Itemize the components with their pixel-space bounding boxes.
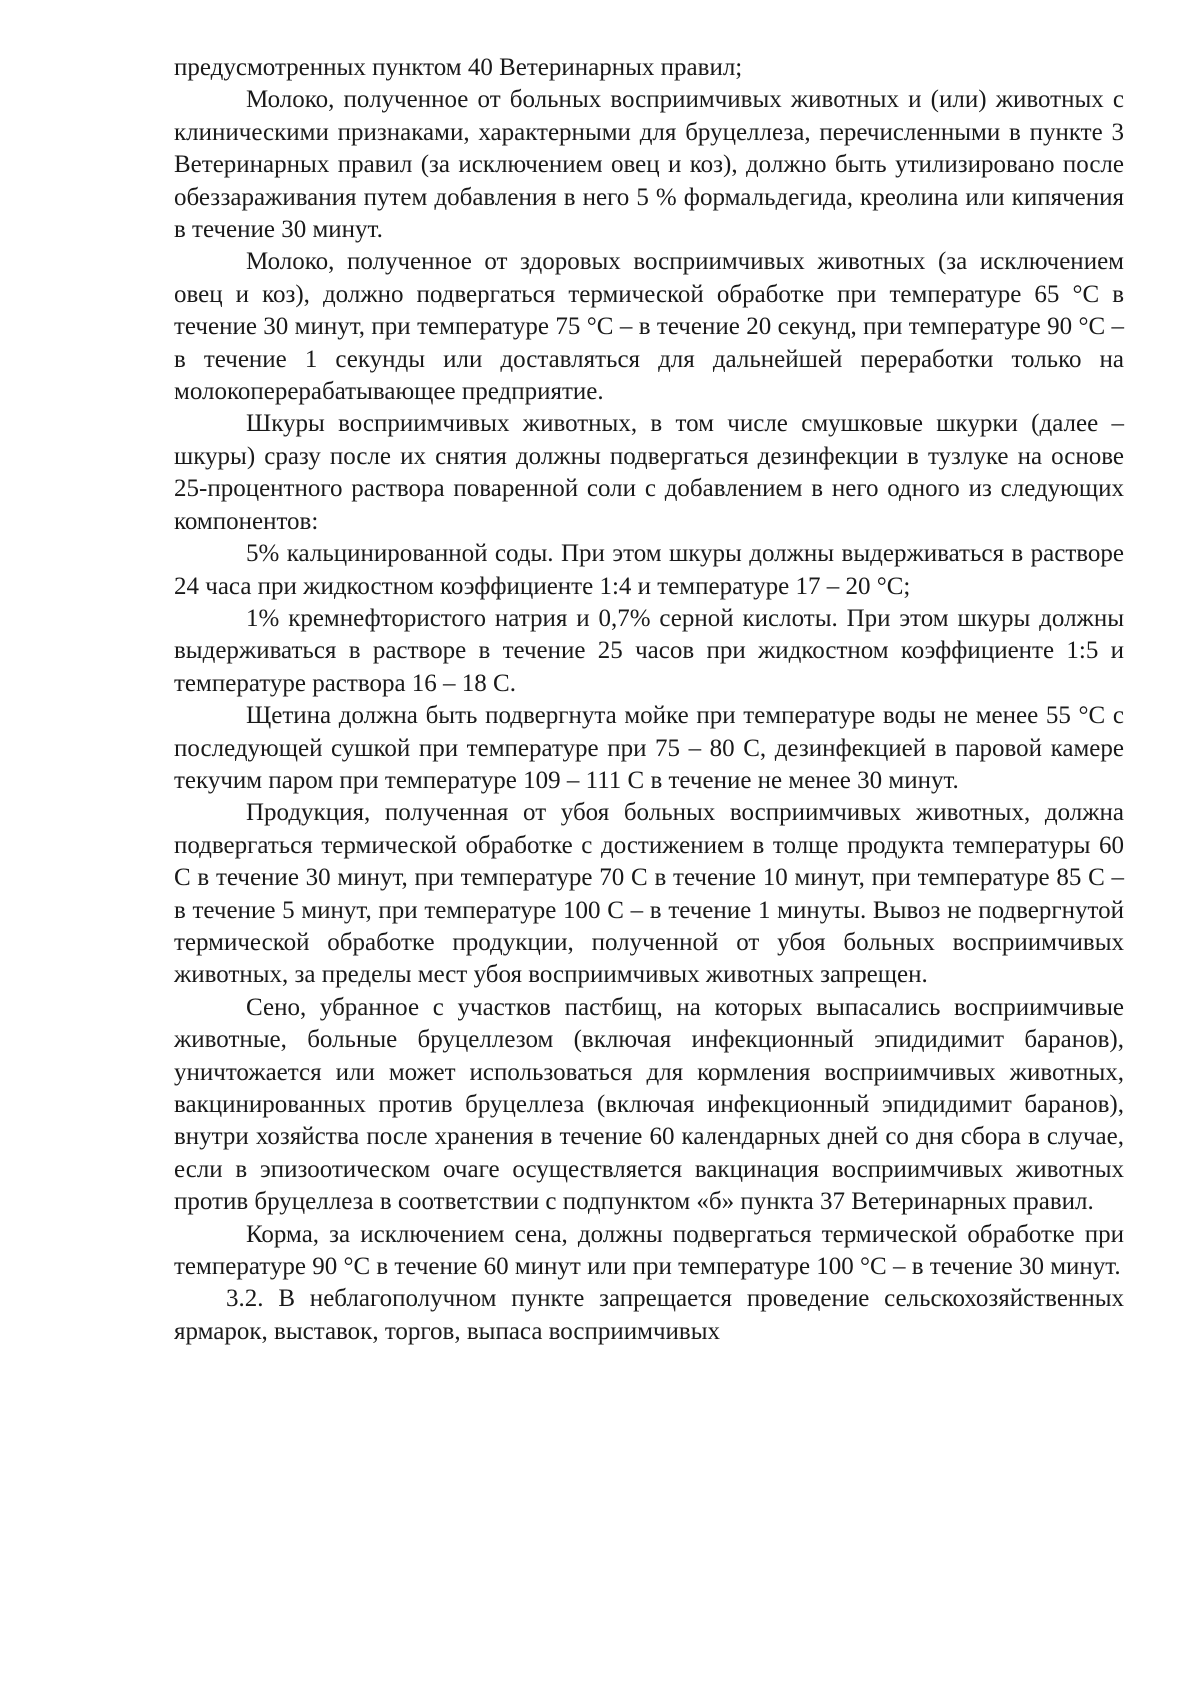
- paragraph-bristle: Щетина должна быть подвергнута мойке при температуре воды не менее 55 °С с последующей сушкой при температуре при 75 – 80 С, дезинфекцией в паровой камере текучим паром при температуре 109 – 111 С в течение не менее 30 минут.: [174, 702, 1124, 794]
- paragraph-products: Продукция, полученная от убоя больных восприимчивых животных, должна подвергаться термической обработке с достижением в толще продукта температуры 60 С в течение 30 минут, при температуре 70 С в течение 10 минут, при температуре 85 С – в течение 5 минут, при температуре 100 С – в течение 1 минуты. Вывоз не подвергнутой термической обработке продукции, полученной от убоя больных восприимчивых животных, за пределы мест убоя восприимчивых животных запрещен.: [174, 799, 1124, 989]
- paragraph-hides: Шкуры восприимчивых животных, в том числе смушковые шкурки (далее – шкуры) сразу после их снятия должны подвергаться дезинфекции в тузлуке на основе 25-процентного раствора поваренной соли с добавлением в него одного из следующих компонентов:: [174, 410, 1124, 535]
- paragraph-milk-sick: Молоко, полученное от больных восприимчивых животных и (или) животных с клиническими признаками, характерными для бруцеллеза, перечисленными в пункте 3 Ветеринарных правил (за исключением овец и коз), должно быть утилизировано после обеззараживания путем добавления в него 5 % формальдегида, креолина или кипячения в течение 30 минут.: [174, 86, 1124, 244]
- document-page: [174, 52, 1124, 1348]
- paragraph-feed: Корма, за исключением сена, должны подвергаться термической обработке при температуре 90 °С в течение 60 минут или при температуре 100 °С – в течение 30 минут.: [174, 1220, 1124, 1281]
- paragraph-sodium-fluorosilicate: 1% кремнефтористого натрия и 0,7% серной кислоты. При этом шкуры должны выдерживаться в растворе в течение 25 часов при жидкостном коэффициенте 1:5 и температуре раствора 16 – 18 С.: [174, 604, 1124, 697]
- paragraph-continuation: предусмотренных пунктом 40 Ветеринарных правил;: [174, 54, 743, 81]
- paragraph-milk-healthy: Молоко, полученное от здоровых восприимчивых животных (за исключением овец и коз), должно подвергаться термической обработке при температуре 65 °С в течение 30 минут, при температуре 75 °С – в течение 20 секунд, при температуре 90 °С – в течение 1 секунды или доставляться для дальнейшей переработки только на молокоперерабатывающее предприятие.: [174, 248, 1124, 406]
- paragraph-soda: 5% кальцинированной соды. При этом шкуры должны выдерживаться в растворе 24 часа при жидкостном коэффициенте 1:4 и температуре 17 – 20 °С;: [174, 540, 1124, 600]
- clause-3-2: 3.2. В неблагополучном пункте запрещается проведение сельскохозяйственных ярмарок, выставок, торгов, выпаса восприимчивых: [174, 1285, 1124, 1345]
- paragraph-hay: Сено, убранное с участков пастбищ, на которых выпасались восприимчивые животные, больные бруцеллезом (включая инфекционный эпидидимит баранов), уничтожается или может использоваться для кормления восприимчивых животных, вакцинированных против бруцеллеза (включая инфекционный эпидидимит баранов), внутри хозяйства после хранения в течение 60 календарных дней со дня сбора в случае, если в эпизоотическом очаге осуществляется вакцинация восприимчивых животных против бруцеллеза в соответствии с подпунктом «б» пункта 37 Ветеринарных правил.: [174, 993, 1124, 1216]
